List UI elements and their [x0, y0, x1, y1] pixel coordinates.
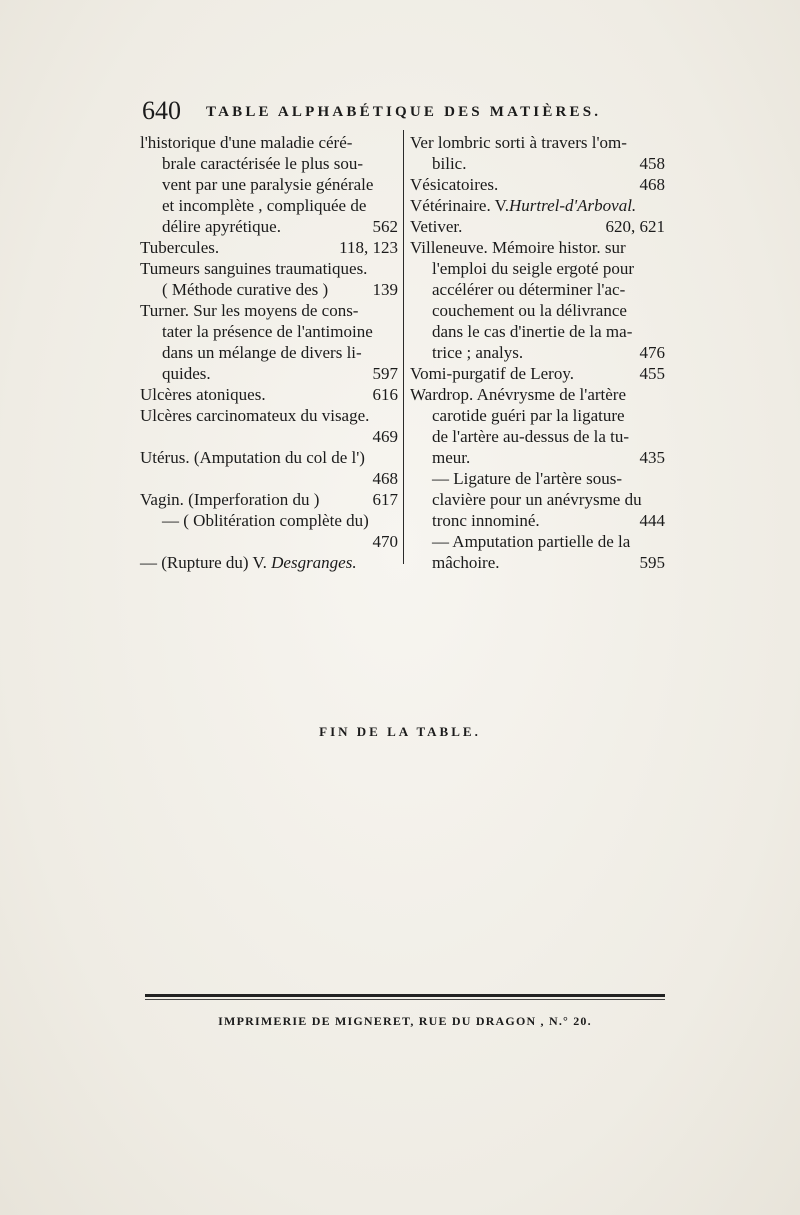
page-ref: 468 — [372, 469, 398, 488]
page-ref: 139 — [372, 280, 398, 299]
page-ref: 595 — [639, 553, 665, 572]
index-line: — Amputation partielle de la — [432, 532, 631, 551]
page-ref: 455 — [639, 364, 665, 383]
index-line: accélérer ou déterminer l'ac- — [432, 280, 626, 299]
page-header — [142, 96, 662, 126]
page-ref: 470 — [372, 532, 398, 551]
index-line: ( Méthode curative des ) 139 — [162, 280, 398, 299]
index-line: Wardrop. Anévrysme de l'artère — [410, 385, 626, 404]
index-line: Vagin. (Imperforation du ) 617 — [140, 490, 398, 509]
printer-imprint: IMPRIMERIE DE MIGNERET, RUE DU DRAGON , N.° 20. — [218, 1014, 592, 1028]
index-line: délire apyrétique. 562 — [162, 217, 398, 236]
page-ref: 562 — [372, 217, 398, 236]
index-line: Utérus. (Amputation du col de l') — [140, 448, 365, 467]
index-line: carotide guéri par la ligature — [432, 406, 625, 425]
index-line — [140, 468, 398, 489]
index-line: dans le cas d'inertie de la ma- — [432, 322, 633, 341]
left-column — [140, 132, 398, 573]
index-line: mâchoire. 595 — [432, 553, 665, 572]
index-line — [140, 531, 398, 552]
page-ref: 118, 123 — [339, 238, 398, 257]
index-line: couchement ou la délivrance — [432, 301, 627, 320]
bottom-rule-thin — [145, 999, 665, 1000]
index-line: brale caractérisée le plus sou- — [162, 154, 364, 173]
page-ref: 597 — [372, 364, 398, 383]
page-ref: 469 — [372, 427, 398, 446]
index-line: Villeneuve. Mémoire histor. sur — [410, 238, 626, 257]
index-line: dans un mélange de divers li- — [162, 343, 362, 362]
index-line: Tumeurs sanguines traumatiques. — [140, 259, 368, 278]
index-line: — Ligature de l'artère sous- — [432, 469, 622, 488]
index-line: Tubercules. 118, 123 — [140, 238, 398, 257]
index-line: clavière pour un anévrysme du — [432, 490, 642, 509]
page-ref: 458 — [639, 154, 665, 173]
index-line: Ver lombric sorti à travers l'om- — [410, 133, 627, 152]
page-ref: 435 — [639, 448, 665, 467]
index-line: bilic. 458 — [432, 154, 665, 173]
page-ref: 468 — [639, 175, 665, 194]
index-line: Vomi-purgatif de Leroy. 455 — [410, 364, 665, 383]
index-line: — (Rupture du) V. Desgranges. — [140, 553, 357, 572]
index-line: tater la présence de l'antimoine — [162, 322, 373, 341]
index-line: quides. 597 — [162, 364, 398, 383]
page-ref: 444 — [639, 511, 665, 530]
index-line: Ulcères carcinomateux du visage. — [140, 406, 370, 425]
page-ref: 616 — [372, 385, 398, 404]
index-line: Vétérinaire. V.Hurtrel-d'Arboval. — [410, 196, 637, 215]
index-line: tronc innominé. 444 — [432, 511, 665, 530]
right-column — [410, 132, 665, 573]
cross-reference: Desgranges. — [271, 553, 357, 572]
index-line: meur. 435 — [432, 448, 665, 467]
index-line: Ulcères atoniques. 616 — [140, 385, 398, 404]
index-line: de l'artère au-dessus de la tu- — [432, 427, 630, 446]
running-title: TABLE ALPHABÉTIQUE DES MATIÈRES. — [206, 104, 602, 120]
bottom-rule — [145, 994, 665, 997]
index-line: Vésicatoires. 468 — [410, 175, 665, 194]
page-number: 640 — [142, 96, 181, 125]
end-of-table: FIN DE LA TABLE. — [319, 724, 481, 739]
page-ref: 617 — [372, 490, 398, 509]
index-line: — ( Oblitération complète du) — [162, 511, 369, 530]
index-line: l'emploi du seigle ergoté pour — [432, 259, 634, 278]
index-line: vent par une paralysie générale — [162, 175, 374, 194]
cross-reference: Hurtrel-d'Arboval. — [508, 196, 637, 215]
index-line — [140, 426, 398, 447]
index-line: Vetiver. 620, 621 — [410, 217, 665, 236]
column-divider — [403, 130, 404, 564]
index-line: trice ; analys. 476 — [432, 343, 665, 362]
page-ref: 620, 621 — [605, 217, 665, 236]
page-ref: 476 — [639, 343, 665, 362]
index-line: et incomplète , compliquée de — [162, 196, 367, 215]
index-line: Turner. Sur les moyens de cons- — [140, 301, 359, 320]
index-line: l'historique d'une maladie céré- — [140, 133, 353, 152]
